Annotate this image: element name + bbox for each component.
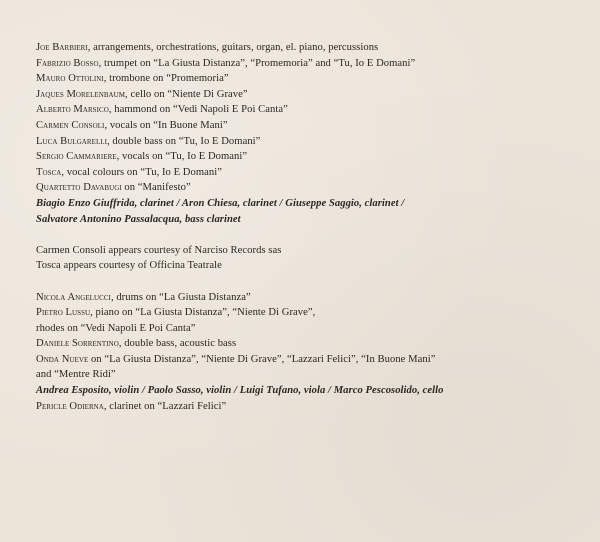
courtesy-line: Tosca appears courtesy of Officina Teatrale (36, 260, 222, 272)
credit-line (36, 40, 576, 56)
courtesy-line: Carmen Consoli appears courtesy of Narciso Records sas (36, 244, 282, 256)
musician-role: , double bass, acoustic bass (118, 338, 237, 350)
ensemble-members-line: Andrea Esposito, violin / Paolo Sasso, violin / Luigi Tufano, viola / Marco Pescosolido, cello (36, 385, 444, 397)
musician-role: , trombone on “Promemoria” (103, 73, 229, 85)
musician-role: on “Manifesto” (121, 182, 191, 194)
credit-line (36, 399, 576, 415)
musician-name: Joe Barbieri (36, 42, 88, 53)
musician-name: Quartetto Davabugi (36, 182, 122, 194)
musician-name: Nicola Angelucci (36, 291, 111, 303)
musician-role: , double bass on “Tu, Io E Domani” (106, 135, 261, 147)
musician-name: Daniele Sorrentino (36, 338, 119, 350)
musician-role: , arrangements, orchestrations, guitars, organ, el. piano, percussions (87, 42, 379, 53)
ensemble-members-line: Biagio Enzo Giuffrida, clarinet / Aron Chiesa, clarinet / Giuseppe Saggio, clarinet / (36, 197, 405, 209)
musician-role: , piano on “La Giusta Distanza”, “Niente Di Grave”, (90, 307, 316, 319)
musician-role: , drums on “La Giusta Distanza” (110, 291, 251, 303)
credits-text (36, 40, 576, 414)
musician-role: , vocals on “In Buone Mani” (104, 119, 228, 131)
ensemble-members-line: Salvatore Antonino Passalacqua, bass clarinet (36, 213, 241, 225)
credit-line (36, 102, 576, 118)
credit-line (36, 290, 576, 306)
musician-name: Onda Nueve (36, 353, 89, 365)
musician-name: Tosca (36, 166, 62, 178)
credit-line (36, 87, 576, 103)
musician-name: Luca Bulgarelli (36, 135, 107, 147)
credit-line (36, 134, 576, 150)
musician-role: , hammond on “Vedi Napoli E Poi Canta” (108, 104, 288, 116)
musician-name: Alberto Marsico (36, 104, 109, 116)
credit-line (36, 180, 576, 196)
credit-line (36, 336, 576, 352)
spacer (36, 227, 576, 243)
musician-role: , vocal colours on “Tu, Io E Domani” (61, 166, 222, 178)
credit-line (36, 352, 576, 368)
credit-line (36, 305, 576, 321)
musician-name: Pietro Lussu (36, 307, 91, 319)
credit-line-continuation: and “Mentre Ridi” (36, 369, 116, 381)
musician-role: , clarinet on “Lazzari Felici” (103, 400, 227, 412)
credit-line (36, 118, 576, 134)
musician-name: Fabrizio Bosso (36, 57, 99, 69)
musician-role: , cello on “Niente Di Grave” (125, 88, 248, 100)
musician-name: Sergio Cammariere (36, 151, 117, 163)
credit-line (36, 56, 576, 72)
musician-name: Jaques Morelenbaum (36, 88, 126, 100)
credit-line (36, 71, 576, 87)
credit-line (36, 149, 576, 165)
musician-name: Mauro Ottolini (36, 73, 104, 85)
musician-role: , vocals on “Tu, Io E Domani” (116, 151, 248, 163)
credit-line (36, 165, 576, 181)
musician-name: Carmen Consoli (36, 119, 105, 131)
musician-name: Pericle Odierna (36, 400, 104, 412)
musician-role: on “La Giusta Distanza”, “Niente Di Grave”, “Lazzari Felici”, “In Buone Mani” (88, 353, 436, 365)
spacer (36, 274, 576, 290)
musician-role: , trumpet on “La Giusta Distanza”, “Promemoria” and “Tu, Io E Domani” (98, 57, 416, 69)
credit-line-continuation: rhodes on “Vedi Napoli E Poi Canta” (36, 322, 196, 334)
